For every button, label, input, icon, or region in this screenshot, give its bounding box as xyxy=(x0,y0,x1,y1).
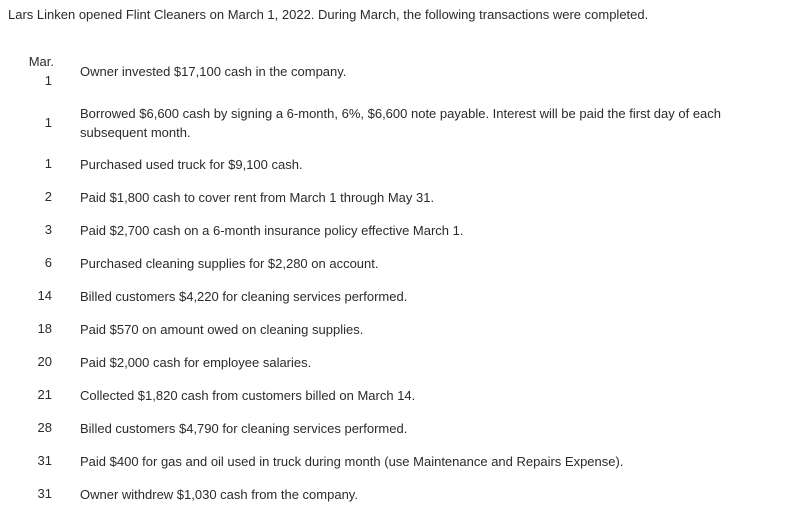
transaction-day: 2 xyxy=(44,189,52,204)
transaction-description: Billed customers $4,220 for cleaning services performed. xyxy=(80,289,408,304)
transaction-day: 31 xyxy=(37,453,52,468)
problem-intro: Lars Linken opened Flint Cleaners on March 1, 2022. During March, the following transactions were completed. xyxy=(8,7,649,22)
transaction-description: Purchased used truck for $9,100 cash. xyxy=(80,157,303,172)
transaction-day: 31 xyxy=(37,486,52,501)
transaction-description: Paid $2,000 cash for employee salaries. xyxy=(80,355,312,370)
transaction-description: Collected $1,820 cash from customers billed on March 14. xyxy=(80,388,416,403)
transaction-description: Paid $570 on amount owed on cleaning supplies. xyxy=(80,322,364,337)
transaction-description: Paid $400 for gas and oil used in truck during month (use Maintenance and Repairs Expense). xyxy=(80,454,624,469)
transaction-day: 14 xyxy=(37,288,52,303)
transaction-description: Owner withdrew $1,030 cash from the company. xyxy=(80,487,358,502)
transaction-description: Paid $2,700 cash on a 6-month insurance policy effective March 1. xyxy=(80,223,464,238)
transaction-description: Paid $1,800 cash to cover rent from March 1 through May 31. xyxy=(80,190,435,205)
transaction-day: 21 xyxy=(37,387,52,402)
transaction-description: Billed customers $4,790 for cleaning services performed. xyxy=(80,421,408,436)
transaction-day: 1 xyxy=(44,115,52,130)
transaction-description: Borrowed $6,600 cash by signing a 6-month, 6%, $6,600 note payable. Interest will be paid the first day of each subsequent month. xyxy=(80,106,722,140)
transaction-day: 1 xyxy=(44,156,52,171)
month-label: Mar. xyxy=(28,54,54,69)
transaction-day: 18 xyxy=(37,321,52,336)
transaction-day: 28 xyxy=(37,420,52,435)
transaction-day: 3 xyxy=(44,222,52,237)
transaction-description: Owner invested $17,100 cash in the company. xyxy=(80,64,347,79)
transaction-day: 1 xyxy=(44,73,52,88)
transaction-description: Purchased cleaning supplies for $2,280 on account. xyxy=(80,256,379,271)
transaction-day: 20 xyxy=(37,354,52,369)
transaction-day: 6 xyxy=(44,255,52,270)
